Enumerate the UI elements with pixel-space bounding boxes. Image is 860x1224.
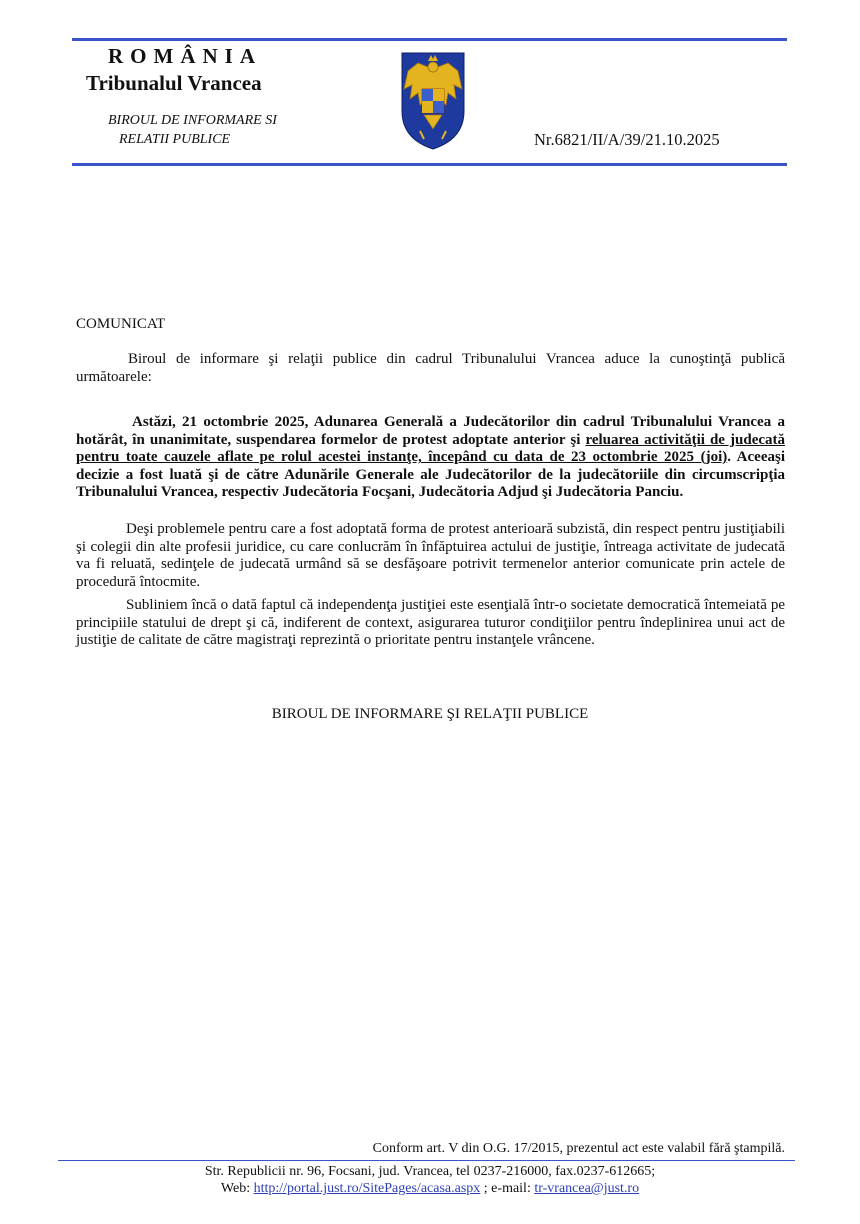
header-bottom-rule	[72, 163, 787, 166]
header-office-line2: RELATII PUBLICE	[119, 132, 231, 147]
footer-email-link[interactable]: tr-vrancea@just.ro	[534, 1181, 640, 1196]
decision-text-part2: . Aceeaşi decizie a fost luată şi de către Adunările Generale ale Judecătorilor de la judecătoriile din circumscripţia Tribunalului Vrancea, respectiv Judecătoria Focşani, Judecătoria Adjud şi Judecătoria Panciu.	[76, 449, 785, 501]
header-country: ROMÂNIA	[108, 44, 262, 68]
footer-rule	[58, 1160, 795, 1161]
romania-coat-of-arms-icon	[398, 49, 468, 151]
decision-paragraph	[76, 414, 785, 502]
document-number: Nr.6821/II/A/39/21.10.2025	[534, 130, 720, 149]
document-title: COMUNICAT	[76, 316, 166, 332]
footer-validity-note: Conform art. V din O.G. 17/2015, prezentul act este valabil fără ştampilă.	[372, 1141, 785, 1156]
footer-address: Str. Republicii nr. 96, Focsani, jud. Vrancea, tel 0237-216000, fax.0237-612665;	[204, 1164, 656, 1179]
header-top-rule	[72, 38, 787, 41]
intro-paragraph: Biroul de informare şi relaţii publice din cadrul Tribunalului Vrancea aduce la cunoştinţă publică următoarele:	[76, 351, 785, 385]
reasons-paragraph: Deşi problemele pentru care a fost adoptată forma de protest anterioară subzistă, din respect pentru justiţiabili şi colegii din alte profesii juridice, cu care conlucrăm în înfăptuirea actului de justiţie, întreaga activitate de judecată va fi reluată, sedinţele de judecată urmând să se desfăşoare potrivit termenelor anterior comunicate prin actele de procedură întocmite.	[76, 521, 785, 590]
decision-underlined-text: reluarea activităţii de judecată pentru toate cauzele aflate pe rolul acestei instanţe, începând cu data de 23 octombrie 2025 (joi)	[76, 431, 786, 466]
footer-web-label: Web:	[220, 1181, 254, 1196]
independence-paragraph: Subliniem încă o dată faptul că independenţa justiţiei este esenţială într-o societate democratică întemeiată pe principiile statului de drept şi că, indiferent de context, asigurarea tuturor condiţiilor pentru îndeplinirea unui act de justiţie de calitate de către magistraţi reprezintă o prioritate pentru instanţele vrâncene.	[76, 597, 785, 649]
footer-contact	[0, 1181, 860, 1197]
header-court-name: Tribunalul Vrancea	[86, 71, 262, 95]
footer-email-label: ; e-mail:	[480, 1181, 535, 1196]
header-office-line1: BIROUL DE INFORMARE SI	[108, 113, 277, 128]
signature-office: BIROUL DE INFORMARE ŞI RELAŢII PUBLICE	[271, 706, 589, 722]
footer-web-link[interactable]: http://portal.just.ro/SitePages/acasa.aspx	[253, 1181, 481, 1196]
decision-text-part1: Astăzi, 21 octombrie 2025, Adunarea Generală a Judecătorilor din cadrul Tribunalului Vrancea a hotărât, în unanimitate, suspendarea formelor de protest adoptate anterior şi	[76, 414, 785, 448]
